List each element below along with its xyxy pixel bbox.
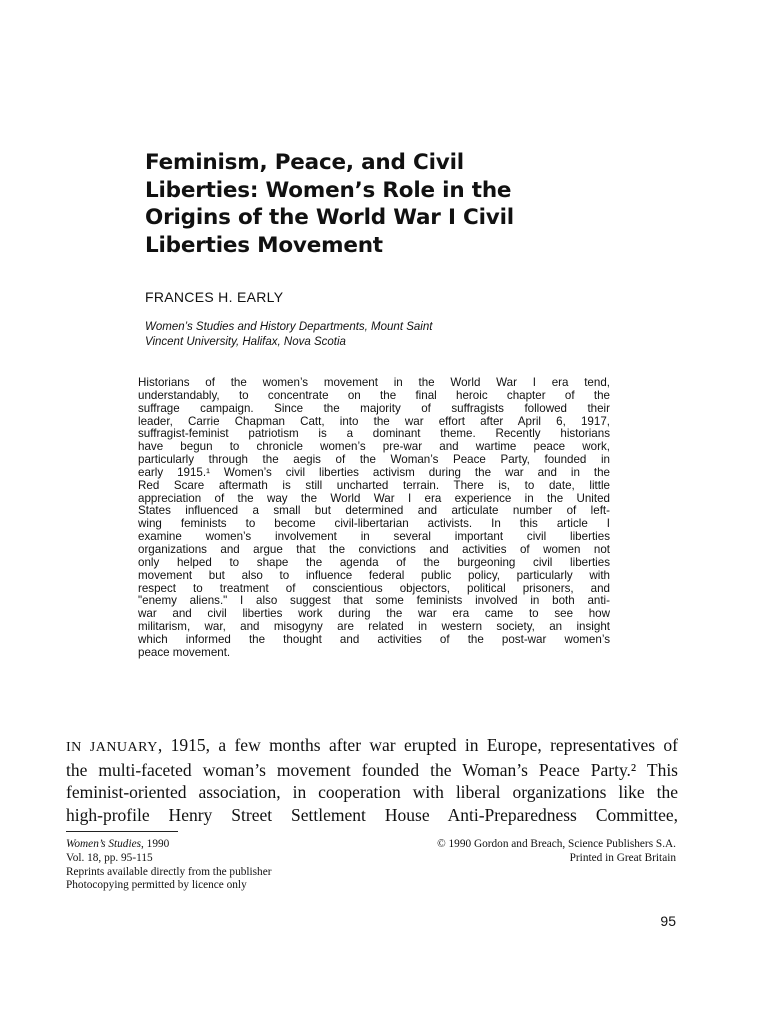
abstract-line: peace movement. xyxy=(138,645,231,659)
affiliation-line: Vincent University, Halifax, Nova Scotia xyxy=(145,336,346,348)
body-line: feminist-oriented association, in cooperation with liberal organizations like the xyxy=(66,782,678,803)
printed-line: Printed in Great Britain xyxy=(569,851,676,864)
title-line: Feminism, Peace, and Civil xyxy=(145,150,464,175)
body-line: the multi-faceted woman’s movement founded the Woman’s Peace Party.² This xyxy=(66,760,678,781)
affiliation-line: Women’s Studies and History Departments, Mount Saint xyxy=(145,321,433,333)
citation-line: Vol. 18, pp. 95-115 xyxy=(66,851,153,864)
abstract-line: which informed the thought and activities of the post-war women’s xyxy=(138,632,610,646)
abstract-line: movement but also to influence federal public policy, particularly with xyxy=(138,568,610,582)
body-line: high-profile Henry Street Settlement House Anti-Preparedness Committee, xyxy=(66,804,678,825)
lead-in: IN JANUARY xyxy=(66,740,158,755)
abstract-line: suffragist-feminist patriotism is a dominant theme. Recently historians xyxy=(138,427,610,441)
copyright-line: © 1990 Gordon and Breach, Science Publishers S.A. xyxy=(437,838,676,850)
abstract-line: understandably, to concentrate on the final heroic chapter of the xyxy=(138,388,610,402)
citation-line: Photocopying permitted by licence only xyxy=(66,879,247,892)
abstract-line: suffrage campaign. Since the majority of suffragists followed their xyxy=(138,401,610,415)
title-line: Liberties Movement xyxy=(145,232,383,258)
journal-citation xyxy=(66,838,271,893)
citation-line: Reprints available directly from the publisher xyxy=(66,865,272,878)
body-text xyxy=(66,734,678,826)
abstract-line: "enemy aliens." I also suggest that some feminists involved in both anti- xyxy=(138,594,610,608)
abstract-line: wing feminists to become civil-libertarian activists. In this article I xyxy=(138,517,610,531)
journal-year: , 1990 xyxy=(141,838,170,850)
abstract-line: have begun to chronicle women’s pre-war and wartime peace work, xyxy=(138,440,610,454)
page-number: 95 xyxy=(660,913,676,929)
abstract-line: respect to treatment of conscientious objectors, political prisoners, and xyxy=(138,581,610,595)
abstract xyxy=(138,377,610,660)
journal-line xyxy=(66,838,271,852)
abstract-line: particularly through the aegis of the Woman’s Peace Party, founded in xyxy=(138,453,610,467)
journal-name: Women’s Studies xyxy=(66,838,142,850)
abstract-line: Red Scare aftermath is still uncharted terrain. There is, to date, little xyxy=(138,478,610,492)
abstract-line: war and civil liberties work during the war era came to see how xyxy=(138,607,610,621)
abstract-line: examine women’s involvement in several important civil liberties xyxy=(138,530,610,544)
body-line xyxy=(66,734,678,759)
abstract-line: appreciation of the way the World War I era experience in the United xyxy=(138,491,610,505)
body-line-rest: , 1915, a few months after war erupted in Europe, representatives of xyxy=(157,735,679,755)
title-line: Liberties: Women’s Role in the xyxy=(145,177,512,203)
abstract-line: early 1915.¹ Women’s civil liberties activism during the war and in the xyxy=(138,465,610,479)
copyright-notice xyxy=(437,838,676,866)
abstract-line: Historians of the women’s movement in the World War I era tend, xyxy=(138,376,610,389)
article-title xyxy=(145,149,615,259)
author-name: FRANCES H. EARLY xyxy=(145,289,284,305)
abstract-line: militarism, war, and misogyny are related in western society, an insight xyxy=(138,620,610,634)
abstract-line: only helped to shape the agenda of the burgeoning civil liberties xyxy=(138,555,610,569)
abstract-line: organizations and argue that the convictions and activities of women not xyxy=(138,542,610,556)
title-line: Origins of the World War I Civil xyxy=(145,205,514,230)
abstract-line: States influenced a small but determined and articulate number of left- xyxy=(138,504,610,518)
author-affiliation xyxy=(145,320,432,350)
abstract-line: leader, Carrie Chapman Catt, into the war effort after April 6, 1917, xyxy=(138,414,610,428)
footnote-rule xyxy=(66,831,178,832)
